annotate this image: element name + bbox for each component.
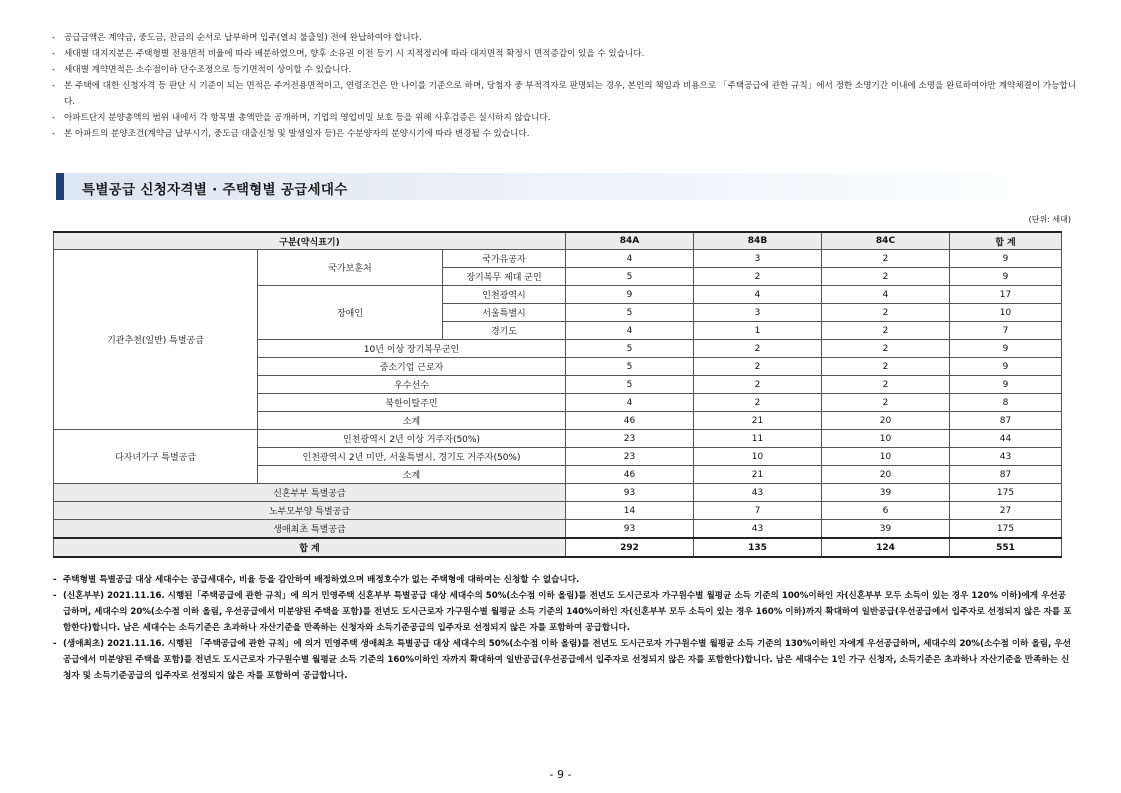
cell-total: 551 [950, 538, 1062, 557]
cell-84a: 23 [566, 448, 694, 466]
note-text: 아파트단지 분양총액의 범위 내에서 각 항목별 총액만을 공개하며, 기업의 영업비밀 보호 등을 위해 사후검증은 실시하지 않습니다. [64, 113, 551, 123]
section-heading [56, 173, 1056, 200]
footnote-label: (신혼부부) [63, 591, 105, 601]
cell-total: 175 [950, 484, 1062, 502]
footnote-item [53, 588, 1073, 636]
cell-84b: 1 [694, 322, 822, 340]
cell-84c: 2 [822, 304, 950, 322]
cell-84a: 93 [566, 520, 694, 539]
notes-list [52, 30, 1082, 142]
total-label: 합 계 [54, 538, 566, 557]
cell-84a: 23 [566, 430, 694, 448]
table-header-row [54, 232, 1062, 250]
cell-84a: 5 [566, 376, 694, 394]
cell-84b: 43 [694, 484, 822, 502]
bullet-dash: - [53, 639, 57, 649]
cell-84a: 5 [566, 340, 694, 358]
cell-84c: 6 [822, 502, 950, 520]
cell-total: 43 [950, 448, 1062, 466]
cell-84b: 10 [694, 448, 822, 466]
cell-84b: 21 [694, 412, 822, 430]
cell-84a: 14 [566, 502, 694, 520]
cell-84a: 5 [566, 358, 694, 376]
footnote-item [53, 636, 1073, 684]
cell-84a: 46 [566, 412, 694, 430]
note-text: 본 아파트의 분양조건(계약금 납부시기, 중도금 대출신청 및 발생일자 등)은 수분양자의 분양시기에 따라 변경될 수 있습니다. [64, 129, 530, 139]
footnote-text: 2021.11.16. 시행된 「주택공급에 관한 규칙」에 의거 민영주택 생애최초 특별공급 대상 세대수의 50%(소수점 이하 올림)를 전년도 도시근로자 가구원수별 월평균 소득 기준의 130%이하인 자에게 우선공급하며, 세대수의 20%(소수점 이하 올림, 우선공급에서 미분양된 주택을 포함)를 전년도 도시근로자 가구원수별 월평균 소득 기준의 160%이하인 자까지 확대하여 일반공급(우선공급에서 입주자로 선정되지 않은 자를 포함한다)합니다. 남은 세대수는 1인 가구 신청자, 소득기준은 초과하나 자산기준을 만족하는 신청자 및 소득기준공급의 입주자로 선정되지 않은 자를 포함하여 공급합니다. [63, 639, 1071, 681]
header-84c: 84C [822, 232, 950, 250]
table-row [54, 250, 1062, 268]
cell-total: 7 [950, 322, 1062, 340]
cell-total: 17 [950, 286, 1062, 304]
cell-84a: 9 [566, 286, 694, 304]
row-label: 우수선수 [258, 376, 566, 394]
note-text: 공급금액은 계약금, 중도금, 잔금의 순서로 납부하며 입주(열쇠 불출일) 전에 완납하여야 합니다. [64, 33, 422, 43]
footnote-item [53, 572, 1073, 588]
cell-total: 27 [950, 502, 1062, 520]
note-text: 본 주택에 대한 신청자격 등 판단 시 기준이 되는 면적은 주거전용면적이고, 연령조건은 만 나이를 기준으로 하며, 당첨자 중 부적격자로 판명되는 경우, 본인의 책임과 비용으로 「주택공급에 관한 규칙」에서 정한 소명기간 이내에 소명을 완료하여야만 계약체결이 가능합니다. [64, 81, 1077, 107]
footnote-text: 2021.11.16. 시행된「주택공급에 관한 규칙」에 의거 민영주택 신혼부부 특별공급 대상 세대수의 50%(소수점 이하 올림)를 전년도 도시근로자 가구원수별 월평균 소득 기준의 100%이하인 자(신혼부부 모두 소득이 있는 경우 120% 이하)에게 우선공급하며, 세대수의 20%(소수점 이하 올림, 우선공급에서 미분양된 주택을 포함)를 전년도 도시근로자 가구원수별 월평균 소득 기준의 140%이하인 자(신혼부부 모두 소득이 있는 경우 160% 이하)까지 확대하여 일반공급(우선공급에서 입주자로 선정되지 않은 자를 포함한다)합니다. 남은 세대수는 소득기준은 초과하나 자산기준을 만족하는 신청자와 소득기준공급의 입주자로 선정되지 않은 자를 포함하여 공급합니다. [63, 591, 1072, 633]
note-item [52, 30, 1082, 46]
group-label-multichild: 다자녀가구 특별공급 [54, 430, 258, 484]
table-row [54, 502, 1062, 520]
header-category: 구분(약식표기) [54, 232, 566, 250]
cell-84c: 2 [822, 268, 950, 286]
bullet-dash: - [52, 65, 56, 75]
cell-84c: 2 [822, 376, 950, 394]
cell-84c: 10 [822, 430, 950, 448]
cell-84a: 93 [566, 484, 694, 502]
table-row [54, 520, 1062, 539]
header-84a: 84A [566, 232, 694, 250]
row-label: 북한이탈주민 [258, 394, 566, 412]
cell-total: 8 [950, 394, 1062, 412]
cell-84c: 2 [822, 250, 950, 268]
row-label: 인천광역시 [443, 286, 566, 304]
cell-84c: 124 [822, 538, 950, 557]
footnote-body [63, 636, 1073, 684]
table-row [54, 430, 1062, 448]
cell-total: 9 [950, 250, 1062, 268]
cell-total: 87 [950, 412, 1062, 430]
cell-84b: 2 [694, 340, 822, 358]
cell-84c: 39 [822, 520, 950, 539]
bullet-dash: - [52, 113, 56, 123]
cell-84b: 2 [694, 358, 822, 376]
note-text: 세대별 대지지분은 주택형별 전용면적 비율에 따라 배분하였으며, 향후 소유권 이전 등기 시 지적정리에 따라 대지면적 확정시 면적증감이 있을 수 있습니다. [64, 49, 645, 59]
grand-total-row [54, 538, 1062, 557]
cell-84b: 21 [694, 466, 822, 484]
section-title: 특별공급 신청자격별 · 주택형별 공급세대수 [82, 182, 348, 198]
footnote-label: (생애최초) [63, 639, 105, 649]
cell-84b: 135 [694, 538, 822, 557]
cell-84c: 39 [822, 484, 950, 502]
subgroup-label-disabled: 장애인 [258, 286, 443, 340]
cell-84c: 2 [822, 340, 950, 358]
cell-84a: 4 [566, 394, 694, 412]
row-label: 서울특별시 [443, 304, 566, 322]
bullet-dash: - [52, 49, 56, 59]
cell-84c: 4 [822, 286, 950, 304]
row-label: 생애최초 특별공급 [54, 520, 566, 539]
note-item [52, 62, 1082, 78]
row-label: 국가유공자 [443, 250, 566, 268]
footnote-text: 주택형별 특별공급 대상 세대수는 공급세대수, 비율 등을 감안하여 배정하였으며 배정호수가 없는 주택형에 대하여는 신청할 수 없습니다. [63, 575, 580, 585]
cell-84b: 43 [694, 520, 822, 539]
row-label: 10년 이상 장기복무군인 [258, 340, 566, 358]
cell-84c: 2 [822, 394, 950, 412]
row-label: 소계 [258, 466, 566, 484]
cell-total: 44 [950, 430, 1062, 448]
cell-84c: 20 [822, 466, 950, 484]
supply-table [53, 231, 1062, 558]
cell-total: 87 [950, 466, 1062, 484]
row-label: 장기복무 제대 군인 [443, 268, 566, 286]
cell-84c: 2 [822, 322, 950, 340]
row-label: 인천광역시 2년 미만, 서울특별시, 경기도 거주자(50%) [258, 448, 566, 466]
cell-total: 9 [950, 376, 1062, 394]
cell-84a: 46 [566, 466, 694, 484]
cell-84b: 2 [694, 394, 822, 412]
table-row [54, 484, 1062, 502]
row-label: 신혼부부 특별공급 [54, 484, 566, 502]
bullet-dash: - [52, 33, 56, 43]
note-text: 세대별 계약면적은 소수점이하 단수조정으로 등기면적이 상이할 수 있습니다. [64, 65, 352, 75]
heading-accent-bar [56, 173, 64, 200]
cell-total: 9 [950, 358, 1062, 376]
cell-total: 9 [950, 268, 1062, 286]
cell-84b: 11 [694, 430, 822, 448]
cell-total: 9 [950, 340, 1062, 358]
note-item [52, 78, 1082, 110]
row-label: 중소기업 근로자 [258, 358, 566, 376]
bullet-dash: - [52, 81, 56, 91]
unit-label: (단위: 세대) [1028, 215, 1071, 224]
bullet-dash: - [53, 575, 57, 585]
cell-84b: 3 [694, 304, 822, 322]
note-item [52, 110, 1082, 126]
row-label: 경기도 [443, 322, 566, 340]
footnotes [53, 572, 1073, 684]
cell-total: 175 [950, 520, 1062, 539]
page-number: - 9 - [549, 768, 572, 781]
cell-total: 10 [950, 304, 1062, 322]
cell-84b: 3 [694, 250, 822, 268]
cell-84a: 4 [566, 322, 694, 340]
bullet-dash: - [52, 129, 56, 139]
header-total: 합 계 [950, 232, 1062, 250]
note-item [52, 126, 1082, 142]
footnote-body [63, 588, 1073, 636]
cell-84b: 4 [694, 286, 822, 304]
row-label: 소계 [258, 412, 566, 430]
bullet-dash: - [53, 591, 57, 601]
row-label: 인천광역시 2년 이상 거주자(50%) [258, 430, 566, 448]
cell-84b: 2 [694, 376, 822, 394]
cell-84c: 10 [822, 448, 950, 466]
row-label: 노부모부양 특별공급 [54, 502, 566, 520]
cell-84b: 7 [694, 502, 822, 520]
cell-84a: 5 [566, 304, 694, 322]
subgroup-label-veterans: 국가보훈처 [258, 250, 443, 286]
cell-84a: 4 [566, 250, 694, 268]
cell-84a: 5 [566, 268, 694, 286]
header-84b: 84B [694, 232, 822, 250]
cell-84c: 20 [822, 412, 950, 430]
note-item [52, 46, 1082, 62]
group-label-institution: 기관추천(일반) 특별공급 [54, 250, 258, 430]
cell-84a: 292 [566, 538, 694, 557]
cell-84c: 2 [822, 358, 950, 376]
cell-84b: 2 [694, 268, 822, 286]
